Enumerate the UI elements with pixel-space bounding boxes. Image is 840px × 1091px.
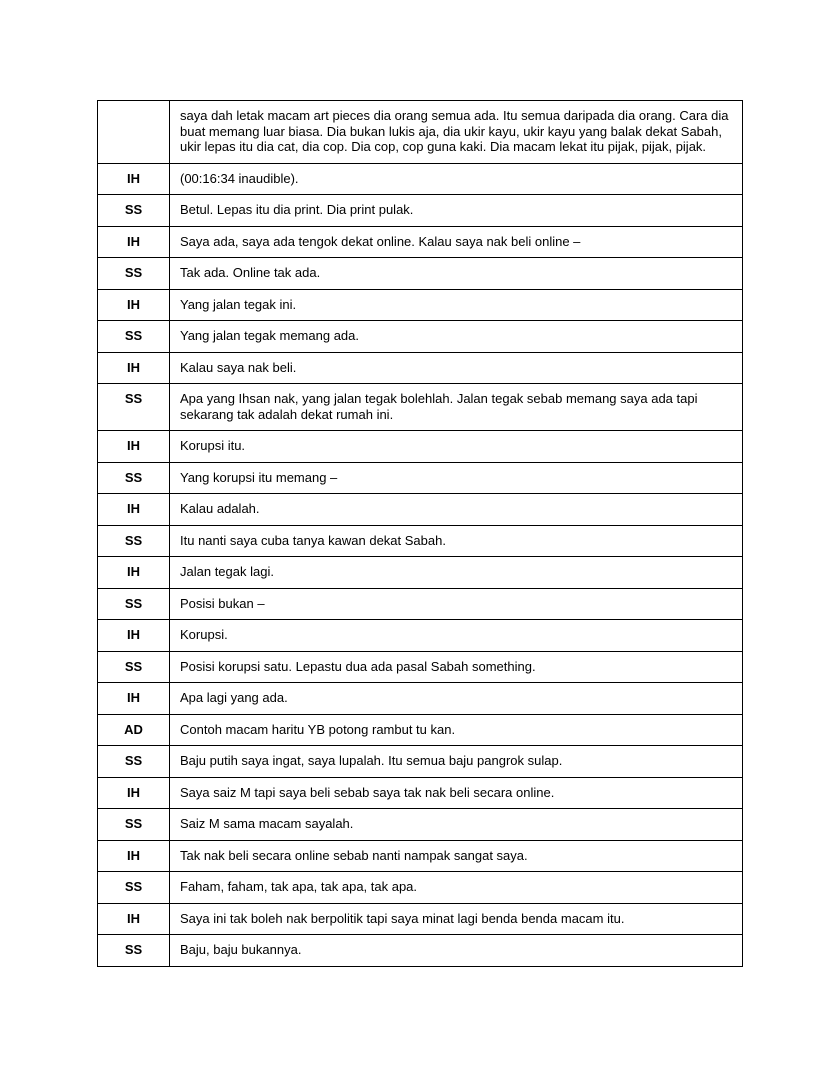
utterance-text: Yang jalan tegak memang ada. <box>170 321 743 353</box>
transcript-row <box>98 258 743 290</box>
transcript-row <box>98 903 743 935</box>
speaker-label: IH <box>98 840 170 872</box>
speaker-label: SS <box>98 809 170 841</box>
utterance-text: Yang jalan tegak ini. <box>170 289 743 321</box>
speaker-label <box>98 101 170 164</box>
transcript-row <box>98 525 743 557</box>
transcript-row <box>98 431 743 463</box>
transcript-row <box>98 683 743 715</box>
utterance-text: Betul. Lepas itu dia print. Dia print pulak. <box>170 195 743 227</box>
utterance-text: Kalau saya nak beli. <box>170 352 743 384</box>
speaker-label: IH <box>98 557 170 589</box>
transcript-row <box>98 620 743 652</box>
speaker-label: IH <box>98 431 170 463</box>
utterance-text: Tak ada. Online tak ada. <box>170 258 743 290</box>
speaker-label: SS <box>98 321 170 353</box>
transcript-row <box>98 195 743 227</box>
speaker-label: IH <box>98 903 170 935</box>
speaker-label: IH <box>98 226 170 258</box>
utterance-text: Korupsi. <box>170 620 743 652</box>
speaker-label: SS <box>98 462 170 494</box>
utterance-text: Korupsi itu. <box>170 431 743 463</box>
transcript-row <box>98 226 743 258</box>
speaker-label: IH <box>98 289 170 321</box>
transcript-row <box>98 840 743 872</box>
utterance-text: Jalan tegak lagi. <box>170 557 743 589</box>
speaker-label: IH <box>98 620 170 652</box>
utterance-text: Apa lagi yang ada. <box>170 683 743 715</box>
utterance-text: Apa yang Ihsan nak, yang jalan tegak bolehlah. Jalan tegak sebab memang saya ada tapi sekarang tak adalah dekat rumah ini. <box>170 384 743 431</box>
transcript-row <box>98 777 743 809</box>
speaker-label: AD <box>98 714 170 746</box>
transcript-row <box>98 494 743 526</box>
speaker-label: IH <box>98 163 170 195</box>
transcript-row <box>98 588 743 620</box>
transcript-row <box>98 163 743 195</box>
transcript-table <box>97 100 743 967</box>
speaker-label: SS <box>98 588 170 620</box>
speaker-label: SS <box>98 258 170 290</box>
transcript-row <box>98 746 743 778</box>
transcript-row <box>98 935 743 967</box>
utterance-text: Kalau adalah. <box>170 494 743 526</box>
transcript-row <box>98 462 743 494</box>
utterance-text: Posisi korupsi satu. Lepastu dua ada pasal Sabah something. <box>170 651 743 683</box>
speaker-label: IH <box>98 777 170 809</box>
utterance-text: Saya ada, saya ada tengok dekat online. Kalau saya nak beli online – <box>170 226 743 258</box>
speaker-label: IH <box>98 494 170 526</box>
transcript-body <box>98 101 743 967</box>
utterance-text: Saiz M sama macam sayalah. <box>170 809 743 841</box>
utterance-text: Yang korupsi itu memang – <box>170 462 743 494</box>
utterance-text: Faham, faham, tak apa, tak apa, tak apa. <box>170 872 743 904</box>
transcript-row <box>98 321 743 353</box>
speaker-label: SS <box>98 525 170 557</box>
transcript-row <box>98 101 743 164</box>
transcript-row <box>98 809 743 841</box>
speaker-label: SS <box>98 195 170 227</box>
utterance-text: (00:16:34 inaudible). <box>170 163 743 195</box>
speaker-label: SS <box>98 384 170 431</box>
utterance-text: Itu nanti saya cuba tanya kawan dekat Sabah. <box>170 525 743 557</box>
transcript-row <box>98 651 743 683</box>
utterance-text: Posisi bukan – <box>170 588 743 620</box>
transcript-row <box>98 289 743 321</box>
speaker-label: SS <box>98 746 170 778</box>
utterance-text: Baju, baju bukannya. <box>170 935 743 967</box>
speaker-label: SS <box>98 935 170 967</box>
utterance-text: Baju putih saya ingat, saya lupalah. Itu semua baju pangrok sulap. <box>170 746 743 778</box>
utterance-text: Contoh macam haritu YB potong rambut tu kan. <box>170 714 743 746</box>
transcript-row <box>98 872 743 904</box>
transcript-row <box>98 384 743 431</box>
transcript-row <box>98 714 743 746</box>
utterance-text: Saya saiz M tapi saya beli sebab saya tak nak beli secara online. <box>170 777 743 809</box>
transcript-row <box>98 352 743 384</box>
speaker-label: IH <box>98 683 170 715</box>
utterance-text: Tak nak beli secara online sebab nanti nampak sangat saya. <box>170 840 743 872</box>
transcript-row <box>98 557 743 589</box>
speaker-label: SS <box>98 872 170 904</box>
utterance-text: Saya ini tak boleh nak berpolitik tapi saya minat lagi benda benda macam itu. <box>170 903 743 935</box>
speaker-label: SS <box>98 651 170 683</box>
utterance-text: saya dah letak macam art pieces dia orang semua ada. Itu semua daripada dia orang. Cara dia buat memang luar biasa. Dia bukan lukis aja, dia ukir kayu, ukir kayu yang balak dekat Sabah, ukir lepas itu dia cat, dia cop. Dia cop, cop guna kaki. Dia macam lekat itu pijak, pijak, pijak. <box>170 101 743 164</box>
speaker-label: IH <box>98 352 170 384</box>
